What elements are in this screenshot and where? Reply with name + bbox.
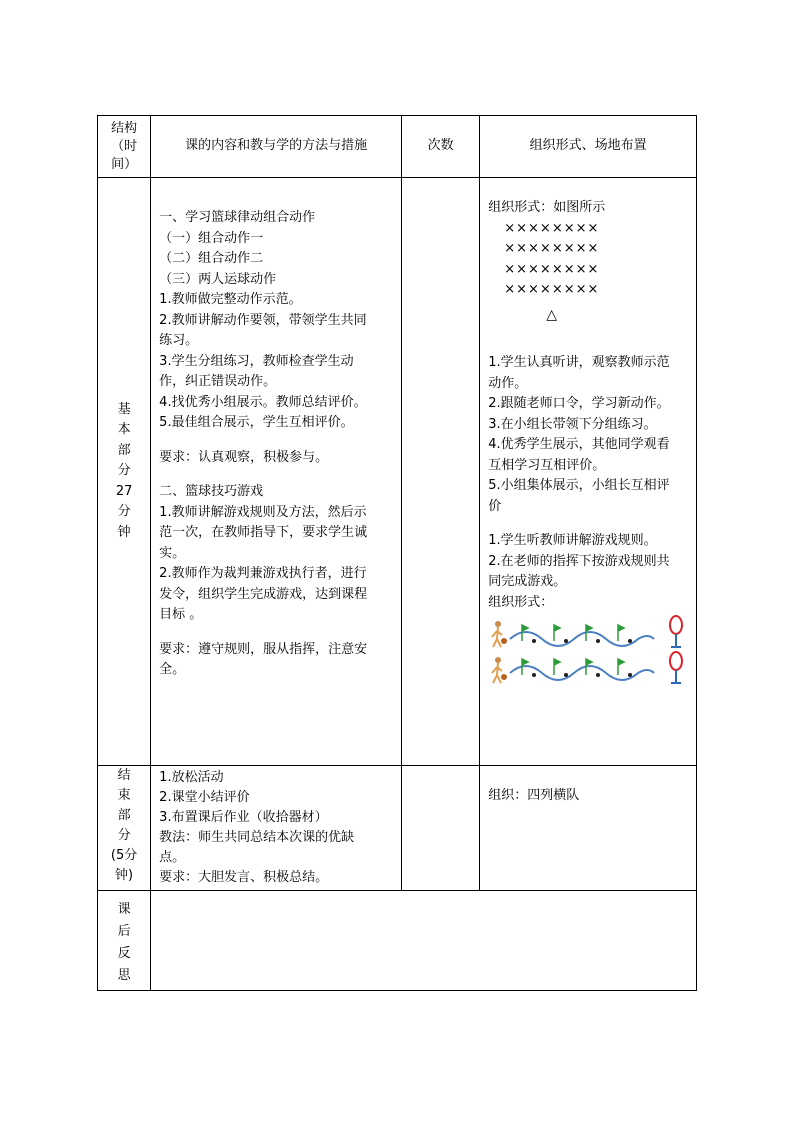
end-section-label <box>98 766 151 891</box>
end-section-row <box>98 766 697 891</box>
organization-step: 价 <box>488 498 502 514</box>
game-organization-title: 组织形式： <box>488 594 554 610</box>
lesson-plan-table <box>97 115 697 991</box>
formation-row: ×××××××× <box>504 220 600 236</box>
label-char: 束 <box>117 788 131 803</box>
organization-step: 动作。 <box>488 375 528 391</box>
basic-section-row <box>98 178 697 766</box>
teacher-marker: △ <box>546 306 558 323</box>
content-line: （二）组合动作二 <box>159 251 264 266</box>
header-count: 次数 <box>402 116 480 178</box>
reflection-label <box>98 891 151 991</box>
formation-row: ×××××××× <box>504 282 600 297</box>
content-line: 要求：大胆发言、积极总结。 <box>159 870 329 885</box>
end-section-count <box>402 766 480 891</box>
organization-step: 1.学生认真听讲，观察教师示范 <box>488 355 670 370</box>
target-ring-top <box>670 616 682 647</box>
organization-step: 3.在小组长带领下分组练习。 <box>488 416 657 432</box>
content-line: 4.找优秀小组展示。教师总结评价。 <box>159 394 367 410</box>
header-structure-line: 结构 <box>111 120 138 136</box>
content-line <box>159 626 395 640</box>
label-char: 分 <box>117 463 131 479</box>
content-line: 要求：认真观察，积极参与。 <box>159 449 329 465</box>
target-ring-bottom <box>670 652 682 683</box>
game-step: 同完成游戏。 <box>488 574 567 589</box>
content-line: 练习。 <box>159 333 199 348</box>
dribble-path-top <box>510 632 654 646</box>
label-char: 分 <box>117 504 131 520</box>
organization-step: 互相学习互相评价。 <box>488 457 606 473</box>
dribble-path-bottom <box>510 666 654 680</box>
dribbler-figure-top <box>492 621 507 647</box>
game-step: 1.学生听教师讲解游戏规则。 <box>488 533 657 548</box>
organization-title: 组织形式：如图所示 <box>488 200 606 215</box>
content-line: 1.放松活动 <box>159 770 224 785</box>
end-section-content <box>151 766 402 891</box>
basic-section-content <box>151 178 402 766</box>
header-organization: 组织形式、场地布置 <box>480 116 697 178</box>
content-line <box>159 434 395 448</box>
reflection-content <box>151 891 697 991</box>
label-char: 反 <box>117 946 131 961</box>
content-line: （三）两人运球动作 <box>159 271 277 287</box>
basic-section-organization <box>480 178 697 766</box>
content-line: 3.布置课后作业（收拾器材） <box>159 810 328 825</box>
formation-row: ×××××××× <box>504 241 600 256</box>
label-char: 思 <box>117 968 131 983</box>
content-line: （一）组合动作一 <box>159 230 264 246</box>
content-line: 1.教师做完整动作示范。 <box>159 292 302 307</box>
label-char: (5分 <box>110 848 138 863</box>
label-char: 后 <box>117 924 131 939</box>
content-line: 5.最佳组合展示，学生互相评价。 <box>159 415 354 430</box>
organization-step: 2.跟随老师口令，学习新动作。 <box>488 396 670 411</box>
reflection-row <box>98 891 697 991</box>
label-char: 本 <box>117 422 131 438</box>
content-line: 点。 <box>159 850 186 865</box>
game-step: 2.在老师的指挥下按游戏规则共 <box>488 553 670 569</box>
header-structure-line: 间） <box>111 156 138 172</box>
content-line: 范一次，在教师指导下，要求学生诚 <box>159 525 368 540</box>
content-line: 1.教师讲解游戏规则及方法，然后示 <box>159 504 367 520</box>
content-line: 发令，组织学生完成游戏，达到课程 <box>159 586 368 602</box>
content-line: 教法：师生共同总结本次课的优缺 <box>159 830 355 845</box>
label-char: 27 <box>115 483 133 499</box>
header-row <box>98 116 697 178</box>
content-line: 实。 <box>159 545 186 561</box>
label-char: 基 <box>117 401 131 417</box>
label-char: 部 <box>117 442 131 458</box>
content-line: 2.教师讲解动作要领，带领学生共同 <box>159 312 367 328</box>
basic-section-label <box>98 178 151 766</box>
dribbler-figure-bottom <box>492 657 507 683</box>
header-content: 课的内容和教与学的方法与措施 <box>151 116 402 178</box>
basic-section-count <box>402 178 480 766</box>
content-line: 全。 <box>159 662 186 677</box>
organization-step: 5.小组集体展示，小组长互相评 <box>488 478 670 493</box>
content-line: 二、篮球技巧游戏 <box>159 484 264 499</box>
content-line: 要求：遵守规则，服从指挥，注意安 <box>159 641 368 657</box>
end-organization-text: 组织：四列横队 <box>488 788 580 803</box>
label-char: 部 <box>117 808 131 823</box>
content-line: 目标 。 <box>159 607 203 622</box>
header-structure-line: （时 <box>111 138 138 154</box>
end-section-organization <box>480 766 697 891</box>
content-line: 2.教师作为裁判兼游戏执行者，进行 <box>159 566 367 581</box>
label-char: 钟 <box>117 524 131 540</box>
content-line: 作，纠正错误动作。 <box>159 374 277 389</box>
label-char: 结 <box>117 768 131 783</box>
game-course-diagram <box>486 615 686 695</box>
content-line: 2.课堂小结评价 <box>159 790 250 805</box>
flag-markers <box>522 625 624 675</box>
label-char: 课 <box>117 902 131 917</box>
label-char: 钟) <box>115 868 134 883</box>
formation-row: ×××××××× <box>504 261 600 277</box>
content-line <box>159 468 395 482</box>
content-line: 一、学习篮球律动组合动作 <box>159 210 316 225</box>
organization-step: 4.优秀学生展示，其他同学观看 <box>488 437 670 452</box>
header-structure <box>98 116 151 178</box>
content-line: 3.学生分组练习，教师检查学生动 <box>159 353 354 369</box>
label-char: 分 <box>117 828 131 843</box>
